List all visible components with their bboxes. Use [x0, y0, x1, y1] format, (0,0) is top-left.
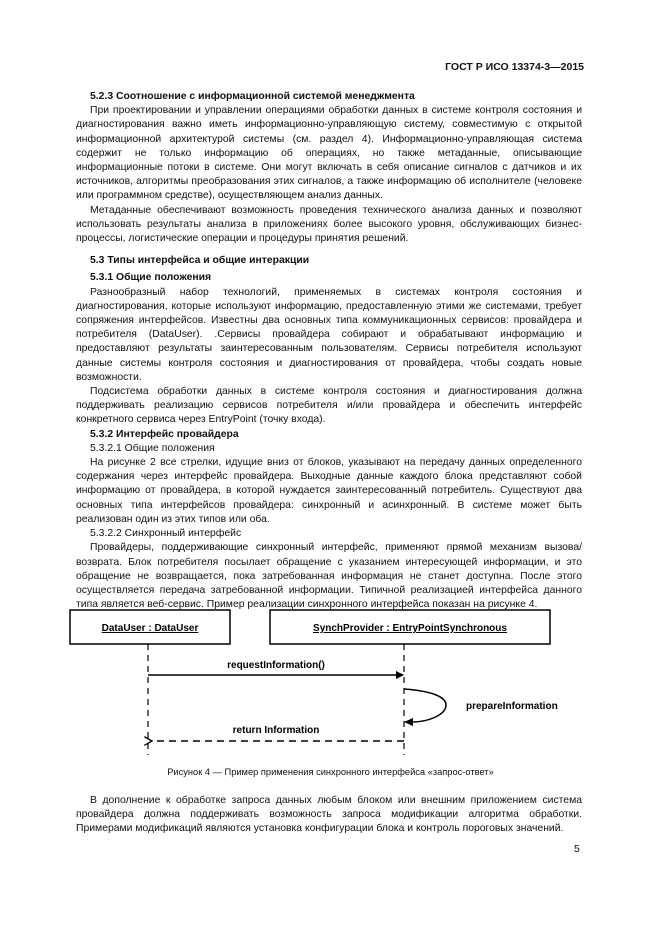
lifeline-label-provider: SynchProvider : EntryPointSynchronous: [313, 623, 507, 634]
paragraph: В дополнение к обработке запроса данных любым блоком или внешним приложением система провайдера должна поддерживать возможность запроса модификации алгоритма обработки. Примерами модификаций являются установка конфигурации блока и контроль пороговых значений.: [76, 795, 582, 835]
sequence-diagram: [60, 605, 600, 760]
self-message-arrow: [404, 689, 446, 722]
paragraph: Метаданные обеспечивают возможность проведения технического анализа данных и позволяют использовать результаты анализа в приложениях более высокого уровня, обслуживающих бизнес-процессы, логистические операции и процедуры принятия решений.: [76, 204, 582, 245]
heading-5-3-2-2: 5.3.2.2 Синхронный интерфейс: [90, 528, 242, 540]
after-figure-text: [76, 794, 582, 837]
lifeline-label-user: DataUser : DataUser: [101, 623, 199, 634]
heading-5-3-1: 5.3.1 Общие положения: [90, 272, 212, 284]
heading-5-3-2: 5.3.2 Интерфейс провайдера: [90, 428, 239, 440]
message-request-label: requestInformation(): [227, 660, 325, 671]
heading-5-3-2-1: 5.3.2.1 Общие положения: [90, 442, 215, 454]
standard-code: ГОСТ Р ИСО 13374-3—2015: [445, 61, 584, 73]
self-message-arrowhead: [404, 718, 413, 726]
heading-5-3: 5.3 Типы интерфейса и общие интеракции: [90, 255, 310, 267]
page-number: 5: [574, 844, 580, 855]
message-return-label: return Information: [232, 725, 320, 736]
main-text: [76, 90, 582, 612]
paragraph: На рисунке 2 все стрелки, идущие вниз от блоков, указывают на передачу данных определенного содержания через интерфейс провайдера. Выходные данные каждого блока представляют собой информацию от провайдера, в которой нуждается заинтересованный потребитель. Существуют два основных типа интерфейсов провайдера: синхронный и асинхронный. В системе может быть реализован один из этих типов или оба.: [76, 457, 582, 525]
paragraph: Подсистема обработки данных в системе контроля состояния и диагностирования должна поддерживать реализацию сервисов потребителя и/или провайдера и обеспечить интерфейс конкретного сервиса через EntryPoint (точку входа).: [76, 386, 582, 426]
paragraph: Провайдеры, поддерживающие синхронный интерфейс, применяют прямой механизм вызова/возврата. Блок потребителя посылает обращение с указанием интересующей информации, и это обращение не возвращается, пока затребованная информация не станет доступна. После этого осуществляется передача затребованной информации. Типичной реализацией интерфейса данного типа является веб-сервис. Пример реализации синхронного интерфейса показан на рисунке 4.: [76, 542, 582, 611]
paragraph: Разнообразный набор технологий, применяемых в системах контроля состояния и диагностирования, которые используют информацию, предоставленную этими же системами, требует сопряжения интерфейсов. Известны два основных типа коммуникационных сервисов: провайдера и потребителя (DataUser). .Сервисы провайдера собирают и обрабатывают информацию и предоставляют результаты заинтересованным пользователям. Сервисы потребителя используют данные системы контроля состояния и диагностирования от провайдера, чтобы создать новые возможности.: [76, 286, 582, 383]
paragraph: При проектировании и управлении операциями обработки данных в системе контроля состояния и диагностирования важно иметь информационно-управляющую систему, совместимую с открытой информационной архитектурой системы (см. раздел 4). Информационно-управляющая система содержит не только информацию об операциях, но также метаданные, описывающие информационные потоки в системе. Они могут включать в себя описание сигналов с датчиков и их источников, алгоритмы преобразования этих сигналов, а также информацию об исполнителе (человеке или программном средстве), осуществляющем анализ данных.: [76, 105, 582, 202]
figure-caption: Рисунок 4 — Пример применения синхронного интерфейса «запрос-ответ»: [167, 767, 494, 777]
self-message-label: prepareInformation: [466, 701, 558, 712]
heading-5-2-3: 5.2.3 Соотношение с информационной системой менеджмента: [90, 91, 415, 102]
